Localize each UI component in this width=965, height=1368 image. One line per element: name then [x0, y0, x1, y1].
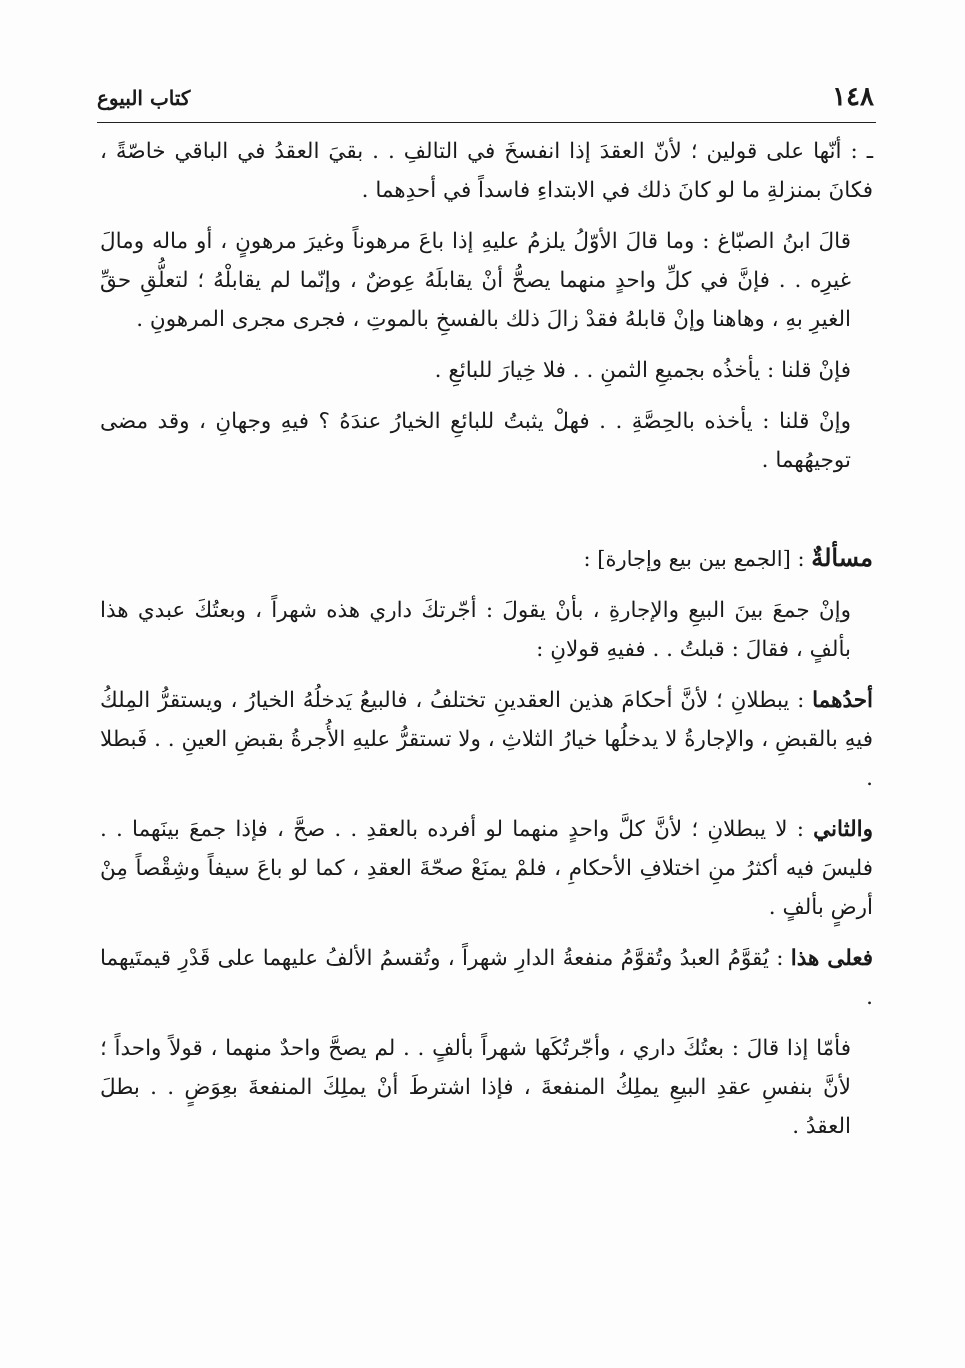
paragraph [100, 681, 873, 798]
page-body [100, 132, 873, 1146]
paragraph [100, 939, 873, 1017]
paragraph: ـ : أنّها على قولين ؛ لأنّ العقدَ إذا انفسخَ في التالفِ . . بقيَ العقدُ في الباقي خاصّةً ، فكانَ بمنزلةِ ما لو كانَ ذلك في الابتداءِ فاسداً في أحدِهما . [100, 139, 873, 203]
paragraph: فإنْ قلنا : يأخذُه بجميعِ الثمنِ . . فلا خِيارَ للبائعِ . [434, 358, 851, 383]
paragraph: قالَ ابنُ الصبّاغ : وما قالَ الأوّلُ يلزمُ عليهِ إذا باعَ مرهوناً وغيرَ مرهونٍ ، أو ماله ومالَ غيرِه . . فإنَّ في كلِّ واحدٍ منهما يصحُّ أنْ يقابلَهُ عِوضٌ ، وإنّما لم يقابلْهُ ؛ لتعلُّقِ حقِّ الغيرِ بهِ ، وهاهنا وإنْ قابلهُ فقدْ زالَ ذلك بالفسخِ بالموتِ ، فجرى مجرى المرهونِ . [100, 229, 851, 332]
paragraph [100, 810, 873, 927]
paragraph: وإنْ قلنا : يأخذه بالحِصَّةِ . . فهلْ يثبتُ للبائعِ الخيارُ عندَهُ ؟ فيهِ وجهانِ ، وقد مضى توجيهُهما . [100, 409, 851, 473]
bold-term: فعلى هذا [790, 946, 873, 971]
running-title: كتاب البيوع [97, 86, 191, 110]
heading-title: : [الجمع بين بيع وإجارة] : [583, 547, 812, 571]
bold-term: والثاني [813, 817, 873, 842]
paragraph-text: : يبطلانِ ؛ لأنَّ أحكامَ هذين العقدينِ تختلفُ ، فالبيعُ يَدخلُهُ الخيارُ ، ويستقرُّ المِلكُ فيهِ بالقبضِ ، والإجارةُ لا يدخلُها خيارُ الثلاثِ ، ولا تستقرُّ عليهِ الأُجرةُ بقبضِ العينِ . . فَبطلا . [100, 688, 873, 791]
paragraph-text: : يُقوَّمُ العبدُ وتُقوَّمُ منفعةُ الدارِ شهراً ، وتُقسمُ الألفُ عليهما على قَدْرِ قيمتَيهما . [100, 946, 873, 1010]
paragraph: فأمّا إذا قالَ : بعتُكَ داري ، وأجّرتُكَها شهراً بألفٍ . . لم يصحَّ واحدٌ منهما ، قولاً واحداً ؛ لأنَّ بنفسِ عقدِ البيعِ يملِكُ المنفعةَ ، فإذا اشترطَ أنْ يملِكَ المنفعةَ بعِوَضٍ . . بطلَ العقدُ . [100, 1036, 851, 1139]
paragraph: وإنْ جمعَ بينَ البيعِ والإجارةِ ، بأنْ يقولَ : أجّرتكَ داري هذه شهراً ، وبعتُكَ عبدي هذا بألفٍ ، فقالَ : قبلتُ . . ففيهِ قولانِ : [100, 598, 851, 662]
page-number: ١٤٨ [832, 82, 874, 112]
page-header [97, 80, 876, 118]
paragraph-text: : لا يبطلانِ ؛ لأنَّ كلَّ واحدٍ منهما لو أفرده بالعقدِ . . صحَّ ، فإذا جمعَ بينَهما . . فليسَ فيه أكثرُ منِ اختلافِ الأحكامِ ، فلمْ يمنَعْ صحّةَ العقدِ ، كما لو باعَ سيفاً وشِقْصاً مِنْ أرضٍ بألفٍ . [100, 817, 873, 920]
header-rule [97, 122, 876, 123]
section-heading [100, 538, 873, 579]
bold-term: أحدُهما [812, 688, 873, 713]
heading-term: مسألةٌ [811, 543, 873, 572]
